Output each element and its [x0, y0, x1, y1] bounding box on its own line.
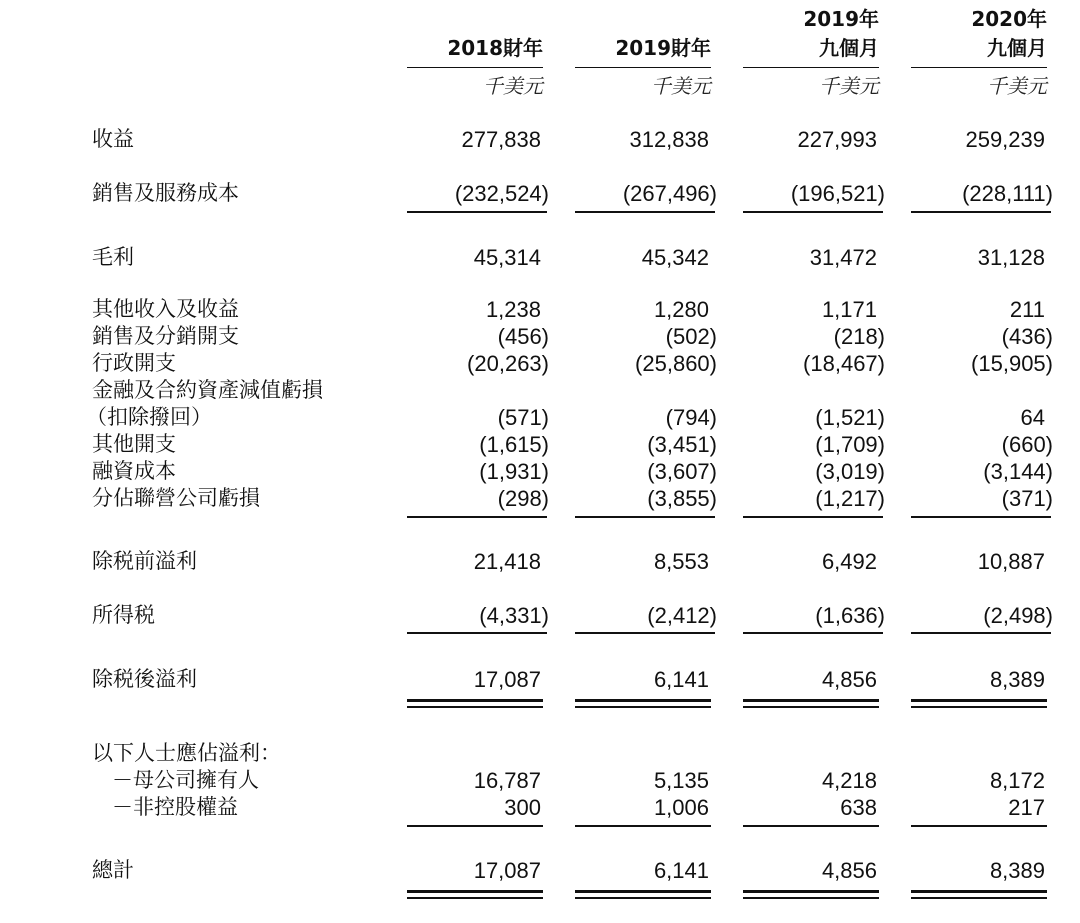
col-header-2-unit: 千美元: [651, 74, 711, 98]
row-label-other-expenses: 其他開支: [92, 432, 176, 456]
cell: (228,111): [962, 181, 1053, 206]
double-rule-bottom: [407, 897, 543, 899]
row-label-cost-of-sales: 銷售及服務成本: [92, 181, 239, 205]
subtotal-rule: [911, 211, 1051, 213]
subtotal-rule: [575, 211, 715, 213]
subtotal-rule: [407, 632, 547, 634]
cell: 17,087: [473, 667, 541, 692]
double-rule-bottom: [743, 897, 879, 899]
row-label-gross-profit: 毛利: [92, 245, 134, 269]
cell: (571): [497, 405, 549, 430]
subtotal-rule: [911, 516, 1051, 518]
header-rule: [407, 67, 543, 68]
col-header-4-line1: 2020年: [971, 7, 1047, 31]
cell: 45,314: [473, 245, 541, 270]
cell: 4,856: [821, 858, 877, 883]
cell: (298): [497, 486, 549, 511]
cell: (3,607): [647, 459, 717, 484]
cell: 8,172: [989, 768, 1045, 793]
row-label-non-controlling: －非控股權益: [112, 795, 238, 819]
double-rule-bottom: [575, 706, 711, 708]
cell: (502): [665, 324, 717, 349]
cell: 6,141: [653, 667, 709, 692]
double-rule-top: [407, 890, 543, 893]
row-label-owners: －母公司擁有人: [112, 768, 259, 792]
cell: (232,524): [454, 181, 549, 206]
subtotal-rule: [575, 825, 711, 827]
cell: 277,838: [461, 127, 541, 152]
cell: (436): [1001, 324, 1053, 349]
double-rule-bottom: [575, 897, 711, 899]
cell: 1,171: [821, 297, 877, 322]
cell: 227,993: [797, 127, 877, 152]
row-label-income-tax: 所得税: [92, 603, 155, 627]
cell: (25,860): [635, 351, 717, 376]
row-label-total: 總計: [92, 858, 134, 882]
cell: (794): [665, 405, 717, 430]
row-label-attributable-to: 以下人士應佔溢利：: [92, 741, 281, 765]
double-rule-bottom: [407, 706, 543, 708]
subtotal-rule: [911, 825, 1047, 827]
col-header-3-line1: 2019年: [803, 7, 879, 31]
cell: 6,141: [653, 858, 709, 883]
cell: 211: [1009, 297, 1045, 322]
cell: 6,492: [821, 549, 877, 574]
row-label-profit-after-tax: 除税後溢利: [92, 667, 197, 691]
double-rule-bottom: [911, 706, 1047, 708]
subtotal-rule: [743, 211, 883, 213]
row-label-admin-expenses: 行政開支: [92, 351, 176, 375]
cell: (196,521): [790, 181, 885, 206]
cell: 17,087: [473, 858, 541, 883]
cell: 5,135: [653, 768, 709, 793]
subtotal-rule: [743, 632, 883, 634]
cell: 16,787: [473, 768, 541, 793]
row-label-selling-expenses: 銷售及分銷開支: [92, 324, 239, 348]
cell: (3,855): [647, 486, 717, 511]
row-label-impairment-net: （扣除撥回）: [86, 405, 212, 429]
double-rule-top: [743, 699, 879, 702]
subtotal-rule: [407, 825, 543, 827]
double-rule-top: [575, 890, 711, 893]
double-rule-bottom: [743, 706, 879, 708]
cell: (1,615): [479, 432, 549, 457]
double-rule-top: [407, 699, 543, 702]
cell: (1,931): [479, 459, 549, 484]
cell: (4,331): [479, 603, 549, 628]
cell: 45,342: [641, 245, 709, 270]
subtotal-rule: [407, 516, 547, 518]
row-label-revenue: 收益: [92, 127, 134, 151]
cell: (1,636): [815, 603, 885, 628]
double-rule-top: [743, 890, 879, 893]
cell: 1,238: [485, 297, 541, 322]
cell: 300: [504, 795, 541, 820]
cell: 31,128: [977, 245, 1045, 270]
subtotal-rule: [743, 825, 879, 827]
cell: (1,709): [815, 432, 885, 457]
cell: 10,887: [977, 549, 1045, 574]
cell: 259,239: [965, 127, 1045, 152]
subtotal-rule: [407, 211, 547, 213]
cell: (3,019): [815, 459, 885, 484]
col-header-4-line2: 九個月: [987, 36, 1047, 60]
double-rule-top: [911, 699, 1047, 702]
cell: (267,496): [622, 181, 717, 206]
cell: (660): [1001, 432, 1053, 457]
row-label-impairment: 金融及合約資產減值虧損: [92, 378, 323, 402]
double-rule-bottom: [911, 897, 1047, 899]
cell: 8,389: [989, 858, 1045, 883]
cell: 4,856: [821, 667, 877, 692]
row-label-associate-losses: 分佔聯營公司虧損: [92, 486, 260, 510]
cell: 1,006: [653, 795, 709, 820]
col-header-2-line2: 2019財年: [615, 36, 711, 60]
double-rule-top: [575, 699, 711, 702]
cell: (3,451): [647, 432, 717, 457]
cell: 8,553: [653, 549, 709, 574]
col-header-1-line2: 2018財年: [447, 36, 543, 60]
cell: (3,144): [983, 459, 1053, 484]
cell: 21,418: [473, 549, 541, 574]
header-rule: [743, 67, 879, 68]
col-header-3-line2: 九個月: [819, 36, 879, 60]
cell: (218): [833, 324, 885, 349]
header-rule: [911, 67, 1047, 68]
cell: 217: [1008, 795, 1045, 820]
subtotal-rule: [575, 632, 715, 634]
col-header-1-unit: 千美元: [483, 74, 543, 98]
cell: 638: [840, 795, 877, 820]
cell: 4,218: [821, 768, 877, 793]
subtotal-rule: [911, 632, 1051, 634]
cell: (1,521): [815, 405, 885, 430]
row-label-finance-costs: 融資成本: [92, 459, 176, 483]
cell: 312,838: [629, 127, 709, 152]
subtotal-rule: [575, 516, 715, 518]
cell: 31,472: [809, 245, 877, 270]
cell: 1,280: [653, 297, 709, 322]
header-rule: [575, 67, 711, 68]
cell: (20,263): [467, 351, 549, 376]
cell: (18,467): [803, 351, 885, 376]
col-header-3-unit: 千美元: [819, 74, 879, 98]
cell: 8,389: [989, 667, 1045, 692]
row-label-other-income: 其他收入及收益: [92, 297, 239, 321]
row-label-profit-before-tax: 除税前溢利: [92, 549, 197, 573]
cell: (1,217): [815, 486, 885, 511]
cell: (371): [1001, 486, 1053, 511]
cell: 64: [1020, 405, 1045, 430]
col-header-4-unit: 千美元: [987, 74, 1047, 98]
cell: (15,905): [971, 351, 1053, 376]
cell: (2,412): [647, 603, 717, 628]
cell: (456): [497, 324, 549, 349]
double-rule-top: [911, 890, 1047, 893]
subtotal-rule: [743, 516, 883, 518]
cell: (2,498): [983, 603, 1053, 628]
